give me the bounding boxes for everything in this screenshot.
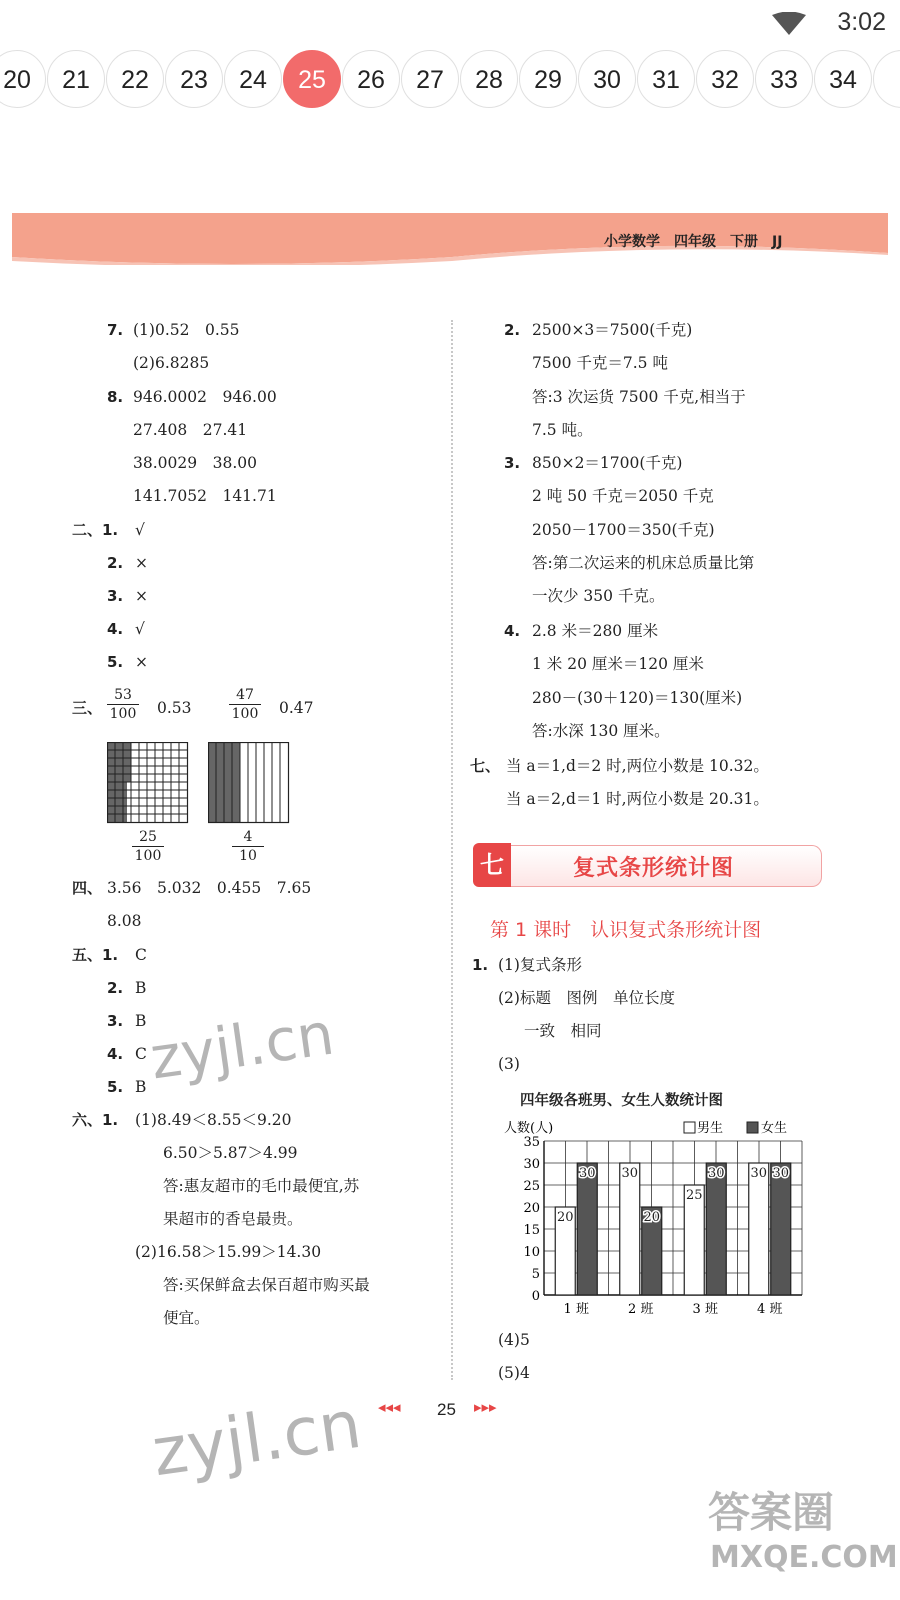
watermark: zyjl.cn <box>147 1385 366 1492</box>
legend-boys: 男生 <box>697 1121 724 1136</box>
page-button[interactable]: 31 <box>637 50 695 108</box>
y-tick-label: 30 <box>523 1157 540 1172</box>
q8-number: 8. <box>107 388 124 406</box>
page-button[interactable]: 32 <box>696 50 754 108</box>
chart-bar <box>620 1163 640 1295</box>
q1-number: 1. <box>472 956 489 974</box>
section-header <box>473 843 823 887</box>
answer-text: (2)标题 图例 单位长度 <box>498 989 675 1007</box>
answer-text: 0.47 <box>279 699 314 717</box>
y-tick-label: 0 <box>531 1289 540 1304</box>
data-label: 20 <box>556 1210 574 1225</box>
answer-text: 2.8 米＝280 厘米 <box>532 622 659 640</box>
legend-swatch-girls <box>747 1122 758 1133</box>
answer-text: 27.408 27.41 <box>133 421 248 439</box>
y-axis-label: 人数(人) <box>504 1121 554 1136</box>
answer-text: 280－(30＋120)＝130(厘米) <box>532 689 743 707</box>
item-number: 4. <box>107 1045 124 1063</box>
status-bar <box>0 0 900 46</box>
answer-text: 2050－1700＝350(千克) <box>532 521 715 539</box>
item-number: 3. <box>107 587 124 605</box>
watermark: MXQE.COM <box>710 1540 898 1575</box>
legend-girls: 女生 <box>761 1121 788 1136</box>
wifi-icon <box>770 12 808 36</box>
answer-text: √ <box>135 521 145 539</box>
answer-text: (1)0.52 0.55 <box>133 321 240 339</box>
answer-text: (2)6.8285 <box>133 354 210 372</box>
data-label: 30 <box>707 1166 725 1181</box>
page-button[interactable]: 24 <box>224 50 282 108</box>
answer-text: 答:惠友超市的毛巾最便宜,苏 <box>163 1177 360 1195</box>
q7-number: 7. <box>107 321 124 339</box>
answer-text: 8.08 <box>107 912 142 930</box>
fraction: 47 100 <box>225 686 265 723</box>
clock: 3:02 <box>837 8 886 36</box>
answer-text: 946.0002 946.00 <box>133 388 277 406</box>
answer-text: B <box>135 979 147 997</box>
answer-text: × <box>135 653 148 671</box>
y-tick-label: 25 <box>523 1179 540 1194</box>
next-page-arrows[interactable]: ▸▸▸ <box>474 1398 497 1416</box>
item-number: 5. <box>107 653 124 671</box>
fraction: 53 100 <box>103 686 143 723</box>
book-info: 小学数学 四年级 下册 JJ <box>604 234 783 250</box>
answer-text: (1)复式条形 <box>498 956 582 974</box>
answer-text: 当 a＝2,d＝1 时,两位小数是 20.31。 <box>506 790 769 808</box>
x-tick-label: 3 班 <box>692 1302 718 1317</box>
answer-text: × <box>135 554 148 572</box>
chart-bar <box>706 1163 726 1295</box>
q2-number: 2. <box>504 321 521 339</box>
y-tick-label: 20 <box>523 1201 540 1216</box>
answer-text: √ <box>135 620 145 638</box>
answer-text: 141.7052 141.71 <box>133 487 277 505</box>
x-tick-label: 4 班 <box>757 1302 783 1317</box>
answer-text: 0.53 <box>157 699 192 717</box>
y-tick-label: 15 <box>523 1223 540 1238</box>
answer-text: 答:买保鲜盒去保百超市购买最 <box>163 1276 370 1294</box>
x-tick-label: 1 班 <box>563 1302 589 1317</box>
data-label: 30 <box>772 1166 790 1181</box>
answer-text: 果超市的香皂最贵。 <box>163 1210 303 1228</box>
chart-bar <box>749 1163 769 1295</box>
answer-text: 38.0029 38.00 <box>133 454 257 472</box>
answer-text: 答:水深 130 厘米。 <box>532 722 670 740</box>
hundred-grid <box>107 742 189 824</box>
page-button[interactable]: 28 <box>460 50 518 108</box>
answer-text: 2 吨 50 千克＝2050 千克 <box>532 487 714 505</box>
answer-text: 便宜。 <box>163 1309 210 1327</box>
section-7-label: 七、 <box>470 757 501 775</box>
answer-text: 7.5 吨。 <box>532 421 593 439</box>
answer-text: 一次少 350 千克。 <box>532 587 665 605</box>
page-button[interactable]: 30 <box>578 50 636 108</box>
watermark: 答案圈 <box>708 1488 835 1537</box>
answer-text: 7500 千克＝7.5 吨 <box>532 354 668 372</box>
chart-bar <box>771 1163 791 1295</box>
bar-chart <box>500 1115 810 1325</box>
answer-text: (5)4 <box>498 1364 530 1382</box>
section-6-label: 六、1. <box>72 1111 119 1129</box>
answer-text: × <box>135 587 148 605</box>
page-button[interactable]: 20 <box>0 50 46 108</box>
section-2-label: 二、1. <box>72 521 119 539</box>
chart-bar <box>577 1163 597 1295</box>
page-button[interactable]: 34 <box>814 50 872 108</box>
answer-text: (1)8.49＜8.55＜9.20 <box>135 1111 292 1129</box>
answer-text: 3.56 5.032 0.455 7.65 <box>107 879 312 897</box>
chart-title: 四年级各班男、女生人数统计图 <box>520 1093 723 1109</box>
lesson-title: 第 1 课时 认识复式条形统计图 <box>490 919 762 941</box>
fraction: 4 10 <box>228 828 268 865</box>
legend-swatch-boys <box>684 1122 695 1133</box>
answer-text: C <box>135 946 147 964</box>
page-button-active[interactable]: 25 <box>283 50 341 108</box>
data-label: 20 <box>643 1210 661 1225</box>
data-label: 30 <box>750 1166 768 1181</box>
answer-text: 1 米 20 厘米＝120 厘米 <box>532 655 704 673</box>
item-number: 5. <box>107 1078 124 1096</box>
section-3-label: 三、 <box>72 699 103 717</box>
column-divider <box>451 320 453 1380</box>
y-tick-label: 10 <box>523 1245 540 1260</box>
page-button[interactable]: 21 <box>47 50 105 108</box>
tenths-grid <box>208 742 290 824</box>
item-number: 4. <box>107 620 124 638</box>
item-number: 3. <box>107 1012 124 1030</box>
item-number: 2. <box>107 979 124 997</box>
q4-number: 4. <box>504 622 521 640</box>
page-button[interactable]: 26 <box>342 50 400 108</box>
watermark: zyjl.cn <box>146 999 338 1093</box>
answer-text: (2)16.58＞15.99＞14.30 <box>135 1243 322 1261</box>
page-button[interactable]: 23 <box>165 50 223 108</box>
x-tick-label: 2 班 <box>628 1302 654 1317</box>
answer-text: 答:第二次运来的机床总质量比第 <box>532 554 755 572</box>
fraction: 25 100 <box>128 828 168 865</box>
page-button[interactable]: 27 <box>401 50 459 108</box>
prev-page-arrows[interactable]: ◂◂◂ <box>378 1398 401 1416</box>
page-button[interactable]: 29 <box>519 50 577 108</box>
answer-text: 6.50＞5.87＞4.99 <box>163 1144 298 1162</box>
section-title: 复式条形统计图 <box>573 856 735 881</box>
y-tick-label: 35 <box>523 1135 540 1150</box>
y-tick-label: 5 <box>531 1267 540 1282</box>
answer-text: C <box>135 1045 147 1063</box>
answer-text: 2500×3＝7500(千克) <box>532 321 693 339</box>
section-4-label: 四、 <box>72 879 103 897</box>
answer-text: 答:3 次运货 7500 千克,相当于 <box>532 388 746 406</box>
page-button[interactable]: 22 <box>106 50 164 108</box>
answer-text: B <box>135 1012 147 1030</box>
section-5-label: 五、1. <box>72 946 119 964</box>
answer-text: (4)5 <box>498 1331 530 1349</box>
item-number: 2. <box>107 554 124 572</box>
page-button[interactable]: 33 <box>755 50 813 108</box>
page-number: 25 <box>437 1400 456 1419</box>
page-selector <box>0 50 900 110</box>
data-label: 30 <box>578 1166 596 1181</box>
answer-text: B <box>135 1078 147 1096</box>
data-label: 25 <box>685 1188 703 1203</box>
answer-text: 850×2＝1700(千克) <box>532 454 683 472</box>
answer-text: 一致 相同 <box>524 1022 602 1040</box>
section-number: 七 <box>473 843 511 887</box>
q3-number: 3. <box>504 454 521 472</box>
answer-text: 当 a＝1,d＝2 时,两位小数是 10.32。 <box>506 757 769 775</box>
answer-text: (3) <box>498 1055 520 1073</box>
data-label: 30 <box>621 1166 639 1181</box>
page-button-partial[interactable] <box>873 50 900 108</box>
